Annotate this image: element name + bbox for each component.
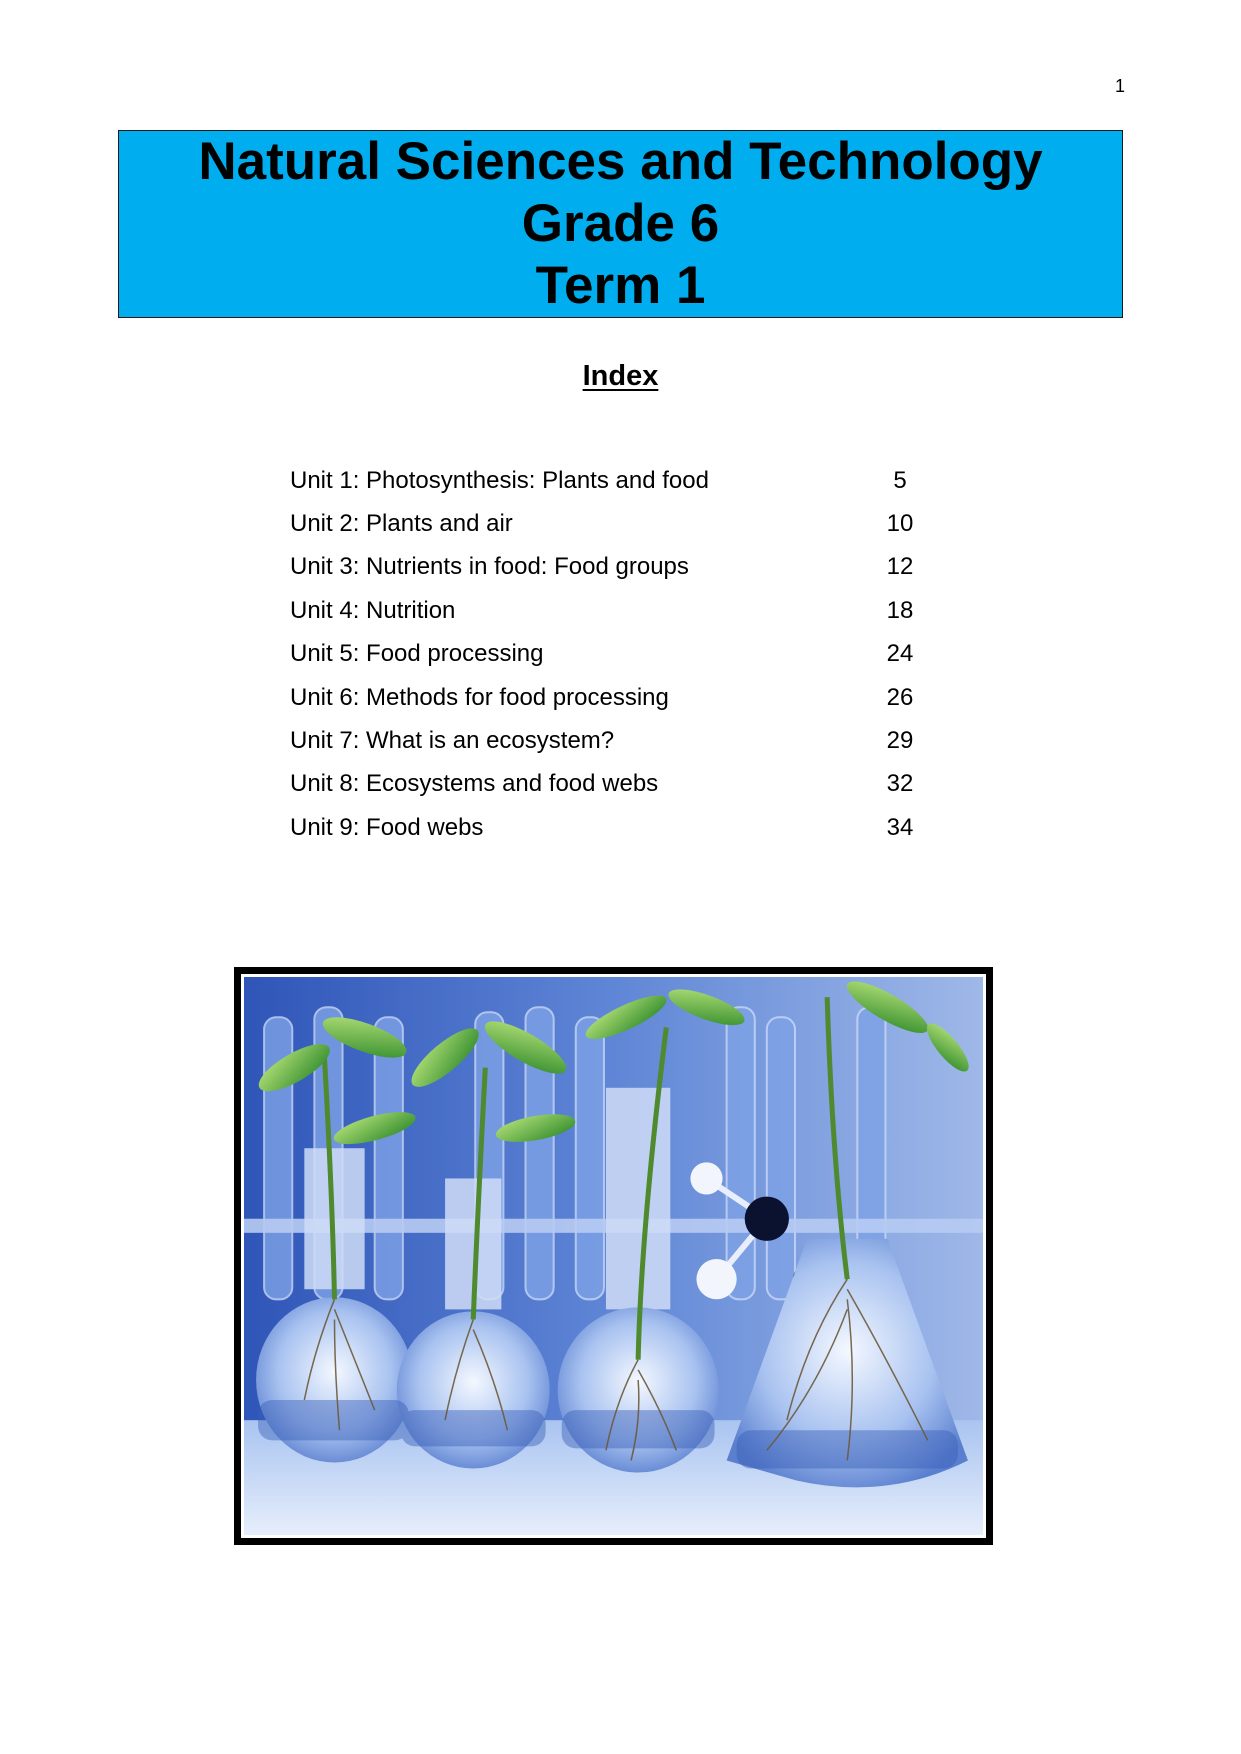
toc-entry-unit-5 [290, 633, 930, 676]
title-subject: Natural Sciences and Technology [198, 132, 1043, 191]
toc-entry-page: 26 [886, 683, 914, 711]
toc-entry-page: 32 [886, 770, 914, 798]
toc-entry-unit-4 [290, 589, 930, 632]
toc-entry-page: 10 [886, 510, 914, 538]
cover-photo-frame [234, 967, 993, 1545]
toc-entry-page: 34 [886, 813, 914, 841]
toc-entry-label: Unit 8: Ecosystems and food webs [290, 770, 659, 798]
toc-entry-unit-6 [290, 676, 930, 719]
title-term: Term 1 [535, 256, 706, 315]
toc-entry-label: Unit 4: Nutrition [290, 596, 456, 624]
toc-entry-page: 12 [886, 553, 914, 581]
toc-entry-unit-7 [290, 719, 930, 762]
toc-entry-unit-8 [290, 763, 930, 806]
toc-entry-label: Unit 6: Methods for food processing [290, 683, 669, 711]
toc-entry-unit-2 [290, 502, 930, 545]
toc-entry-unit-9 [290, 806, 930, 849]
toc-entry-label: Unit 2: Plants and air [290, 510, 513, 538]
toc-entry-label: Unit 3: Nutrients in food: Food groups [290, 553, 689, 581]
table-of-contents [290, 459, 930, 850]
page-number: 1 [1114, 76, 1125, 96]
toc-entry-label: Unit 1: Photosynthesis: Plants and food [290, 466, 709, 494]
toc-entry-page: 29 [886, 727, 914, 755]
cover-photo [241, 974, 986, 1538]
toc-entry-page: 18 [886, 596, 914, 624]
index-heading-text: Index [582, 360, 659, 392]
toc-entry-label: Unit 9: Food webs [290, 813, 484, 841]
title-grade: Grade 6 [521, 194, 720, 253]
index-heading [0, 360, 1241, 393]
toc-entry-unit-1 [290, 459, 930, 502]
toc-entry-unit-3 [290, 546, 930, 589]
toc-entry-page: 24 [886, 640, 914, 668]
toc-entry-label: Unit 5: Food processing [290, 640, 544, 668]
plants-in-flasks-photo [244, 977, 983, 1535]
toc-entry-label: Unit 7: What is an ecosystem? [290, 727, 615, 755]
toc-entry-page: 5 [893, 466, 907, 494]
title-banner [118, 130, 1123, 318]
